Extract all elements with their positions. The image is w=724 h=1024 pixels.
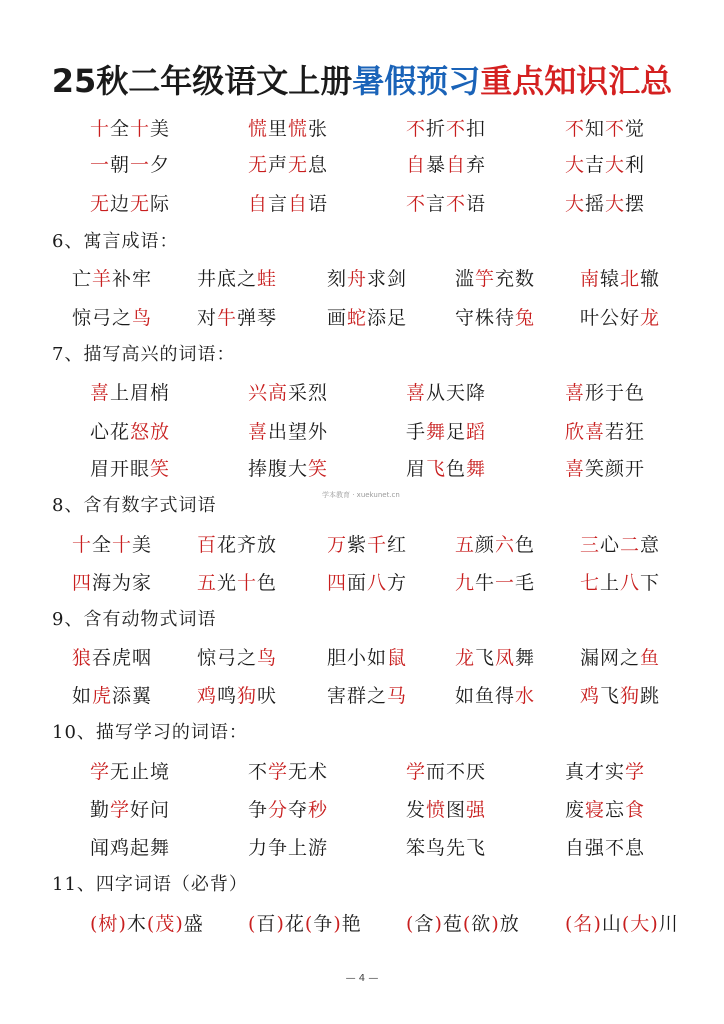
idiom: 四面八方 bbox=[327, 572, 408, 594]
idiom-row bbox=[0, 795, 724, 825]
idiom-row bbox=[0, 114, 724, 144]
idiom: 狼吞虎咽 bbox=[72, 647, 153, 669]
idiom: 眉开眼笑 bbox=[90, 458, 171, 480]
idiom: 十全十美 bbox=[90, 118, 171, 140]
idiom: 龙飞凤舞 bbox=[455, 647, 536, 669]
idiom: 三心二意 bbox=[580, 534, 661, 556]
idiom: 慌里慌张 bbox=[248, 118, 329, 140]
idiom: 眉飞色舞 bbox=[406, 458, 487, 480]
idiom-row bbox=[0, 757, 724, 787]
idiom: 惊弓之鸟 bbox=[72, 307, 153, 329]
idiom: 废寝忘食 bbox=[565, 799, 646, 821]
idiom: 九牛一毛 bbox=[455, 572, 536, 594]
idiom: 一朝一夕 bbox=[90, 154, 171, 176]
idiom: 捧腹大笑 bbox=[248, 458, 329, 480]
idiom-row bbox=[0, 681, 724, 711]
idiom: 不知不觉 bbox=[565, 118, 646, 140]
section-heading: 7、描写高兴的词语： bbox=[52, 344, 236, 365]
idiom: 学无止境 bbox=[90, 761, 171, 783]
idiom-row bbox=[0, 264, 724, 294]
idiom: (百)花(争)艳 bbox=[248, 913, 362, 935]
idiom: 争分夺秒 bbox=[248, 799, 329, 821]
idiom: 刻舟求剑 bbox=[327, 268, 408, 290]
watermark: 学本教育 · xuekunet.cn bbox=[322, 491, 400, 499]
idiom: 学而不厌 bbox=[406, 761, 487, 783]
idiom: 发愤图强 bbox=[406, 799, 487, 821]
idiom-row bbox=[0, 417, 724, 447]
idiom-row bbox=[0, 833, 724, 863]
idiom: 五光十色 bbox=[197, 572, 278, 594]
idiom: 自暴自弃 bbox=[406, 154, 487, 176]
title-part-grade: 25秋二年级语文上册 bbox=[51, 62, 353, 100]
section-heading: 8、含有数字式词语 bbox=[52, 495, 217, 516]
section-heading: 6、寓言成语： bbox=[52, 231, 179, 252]
idiom: 亡羊补牢 bbox=[72, 268, 153, 290]
idiom-row bbox=[0, 530, 724, 560]
idiom: 百花齐放 bbox=[197, 534, 278, 556]
idiom: 不学无术 bbox=[248, 761, 329, 783]
idiom: (名)山(大)川 bbox=[565, 913, 679, 935]
idiom-row bbox=[0, 568, 724, 598]
idiom: 喜上眉梢 bbox=[90, 382, 171, 404]
idiom: 喜笑颜开 bbox=[565, 458, 646, 480]
idiom: 不言不语 bbox=[406, 193, 487, 215]
idiom: 喜出望外 bbox=[248, 421, 329, 443]
idiom: 大摇大摆 bbox=[565, 193, 646, 215]
idiom: 自言自语 bbox=[248, 193, 329, 215]
idiom: 鸡飞狗跳 bbox=[580, 685, 661, 707]
idiom: 惊弓之鸟 bbox=[197, 647, 278, 669]
idiom: 滥竽充数 bbox=[455, 268, 536, 290]
idiom: 守株待兔 bbox=[455, 307, 536, 329]
idiom: 叶公好龙 bbox=[580, 307, 661, 329]
idiom: 五颜六色 bbox=[455, 534, 536, 556]
idiom: 如虎添翼 bbox=[72, 685, 153, 707]
idiom: 笨鸟先飞 bbox=[406, 837, 487, 859]
idiom: 南辕北辙 bbox=[580, 268, 661, 290]
idiom: 井底之蛙 bbox=[197, 268, 278, 290]
idiom: 手舞足蹈 bbox=[406, 421, 487, 443]
idiom: 欣喜若狂 bbox=[565, 421, 646, 443]
idiom-row bbox=[0, 303, 724, 333]
idiom-row bbox=[0, 454, 724, 484]
idiom-row bbox=[0, 189, 724, 219]
idiom: 胆小如鼠 bbox=[327, 647, 408, 669]
idiom: 如鱼得水 bbox=[455, 685, 536, 707]
idiom: 漏网之鱼 bbox=[580, 647, 661, 669]
title-part-summary: 重点知识汇总 bbox=[480, 62, 673, 100]
idiom-row bbox=[0, 378, 724, 408]
idiom-row bbox=[0, 643, 724, 673]
idiom: 鸡鸣狗吠 bbox=[197, 685, 278, 707]
idiom: 七上八下 bbox=[580, 572, 661, 594]
page-number: — 4 — bbox=[345, 973, 379, 984]
idiom: (树)木(茂)盛 bbox=[90, 913, 204, 935]
section-heading: 11、四字词语（必背） bbox=[52, 874, 248, 895]
section-heading: 9、含有动物式词语 bbox=[52, 609, 217, 630]
idiom: 力争上游 bbox=[248, 837, 329, 859]
idiom: 害群之马 bbox=[327, 685, 408, 707]
page-title bbox=[0, 56, 724, 102]
section-heading: 10、描写学习的词语： bbox=[52, 722, 248, 743]
idiom: 闻鸡起舞 bbox=[90, 837, 171, 859]
title-part-preview: 暑假预习 bbox=[352, 62, 481, 100]
idiom: 大吉大利 bbox=[565, 154, 646, 176]
idiom: 万紫千红 bbox=[327, 534, 408, 556]
idiom-row bbox=[0, 150, 724, 180]
idiom: 四海为家 bbox=[72, 572, 153, 594]
idiom: 无边无际 bbox=[90, 193, 171, 215]
idiom-row bbox=[0, 909, 724, 939]
idiom: 无声无息 bbox=[248, 154, 329, 176]
idiom: 自强不息 bbox=[565, 837, 646, 859]
idiom: 对牛弹琴 bbox=[197, 307, 278, 329]
idiom: 十全十美 bbox=[72, 534, 153, 556]
idiom: 兴高采烈 bbox=[248, 382, 329, 404]
idiom: 真才实学 bbox=[565, 761, 646, 783]
idiom: 不折不扣 bbox=[406, 118, 487, 140]
idiom: 勤学好问 bbox=[90, 799, 171, 821]
idiom: (含)苞(欲)放 bbox=[406, 913, 520, 935]
idiom: 喜从天降 bbox=[406, 382, 487, 404]
idiom: 画蛇添足 bbox=[327, 307, 408, 329]
idiom: 喜形于色 bbox=[565, 382, 646, 404]
idiom: 心花怒放 bbox=[90, 421, 171, 443]
